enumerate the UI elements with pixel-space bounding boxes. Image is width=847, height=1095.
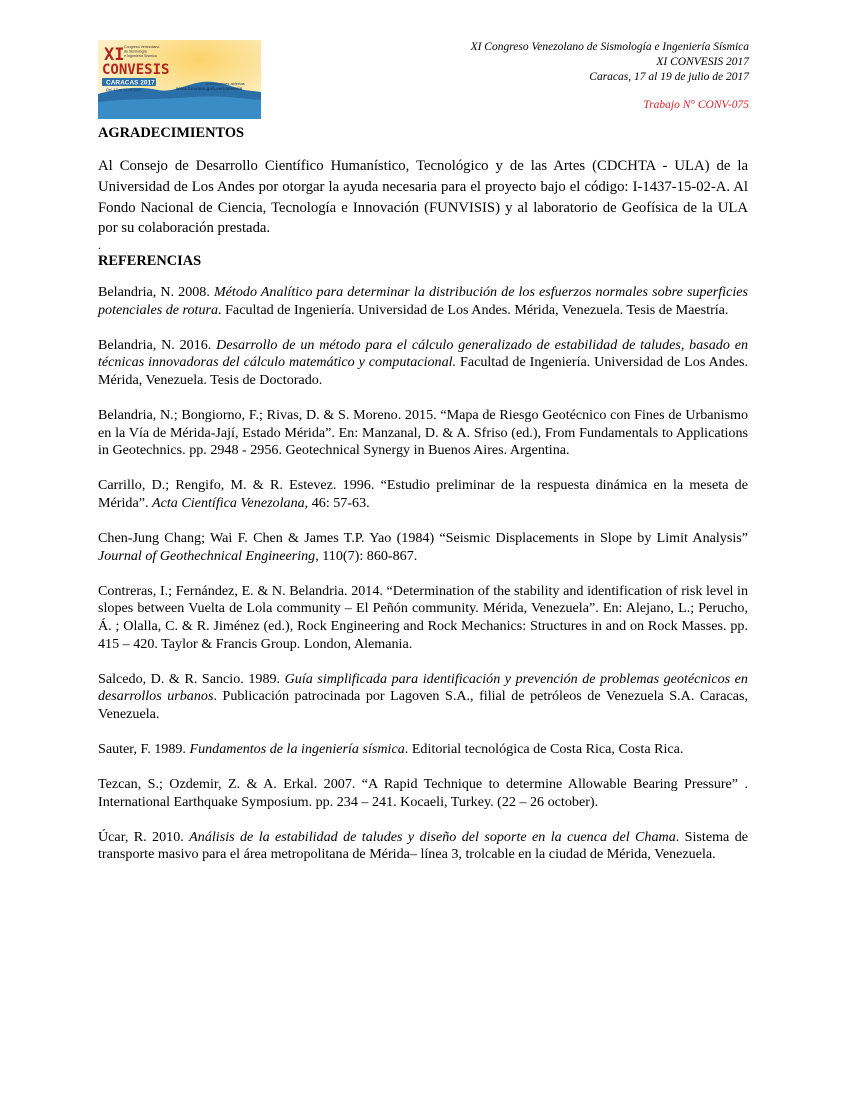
agradecimientos-text: Al Consejo de Desarrollo Científico Humanístico, Tecnológico y de las Artes (CDCHTA - ULA) de la Universidad de Los Andes por otorgar la ayuda necesaria para el proyecto bajo el código: I-1437-15-02-A. Al Fondo Nacional de Ciencia, Tecnología e Innovación (FUNVISIS) y al laboratorio de Geofísica de la ULA por su colaboración prestada. <box>98 158 748 237</box>
reference-item <box>98 829 748 864</box>
reference-title-italic: Acta Científica Venezolana <box>152 495 305 512</box>
logo-dates: Del 17 al 19 de julio <box>106 87 142 92</box>
reference-text: Belandria, N.; Bongiorno, F.; Rivas, D. & S. Moreno. 2015. “Mapa de Riesgo Geotécnico con Fines de Urbanismo en la Vía de Mérida-Jají, Estado Mérida”. En: Manzanal, D. & A. Sfriso (ed.), From Fundamentals to Applications in Geotechnics. pp. 2948 - 2956. Geotechnical Synergy in Buenos Aires. Argentina. <box>98 407 748 459</box>
reference-text-tail: . Facultad de Ingeniería. Universidad de Los Andes. Mérida, Venezuela. Tesis de Maestría. <box>218 301 729 318</box>
header-trabajo: Trabajo N° CONV-075 <box>643 99 749 111</box>
reference-text: Sauter, F. 1989. <box>98 740 190 757</box>
reference-text-tail: Facultad de Ingeniería. Universidad de Los Andes. Mérida, Venezuela. Tesis de Doctorado. <box>98 354 748 389</box>
reference-item <box>98 776 748 811</box>
reference-item <box>98 284 748 319</box>
header-location-date: Caracas, 17 al 19 de julio de 2017 <box>589 71 749 83</box>
reference-text-tail: . Publicación patrocinada por Lagoven S.A., filial de petróleos de Venezuela S.A. Caracas, Venezuela. <box>98 688 748 722</box>
reference-text: Belandria, N. 2008. <box>98 284 214 301</box>
header-edition: XI CONVESIS 2017 <box>656 56 749 68</box>
references-list <box>98 284 748 864</box>
reference-item <box>98 671 748 724</box>
reference-text: Chen-Jung Chang; Wai F. Chen & James T.P. Yao (1984) “Seismic Displacements in Slope by Limit Analysis” <box>98 530 748 547</box>
reference-text-tail: , 46: 57-63. <box>304 495 370 512</box>
reference-item <box>98 477 748 512</box>
reference-item <box>98 741 748 759</box>
reference-text-tail: . Sistema de transporte masivo para el área metropolitana de Mérida– línea 3, trolcable en la ciudad de Mérida, Venezuela. <box>98 828 748 863</box>
agradecimientos-heading: AGRADECIMIENTOS <box>98 125 245 141</box>
reference-text: Salcedo, D. & R. Sancio. 1989. <box>98 670 285 687</box>
reference-item <box>98 337 748 390</box>
reference-text: Tezcan, S.; Ozdemir, Z. & A. Erkal. 2007. “A Rapid Technique to determine Allowable Bearing Pressure” . International Earthquake Symposium. pp. 234 – 241. Kocaeli, Turkey. (22 – 26 october). <box>98 776 748 810</box>
reference-title-italic: Método Analítico para determinar la distribución de los esfuerzos normales sobre superficies potenciales de rotura <box>98 284 749 318</box>
logo-url: www.funvisis.gob.ve/convesis <box>176 86 243 91</box>
reference-item <box>98 530 748 565</box>
reference-text: Belandria, N. 2016. <box>98 336 217 353</box>
logo-subtitle-1: Congreso Venezolano <box>124 45 160 49</box>
logo-subtitle-2: de Sismología <box>124 49 147 54</box>
header-congress: XI Congreso Venezolano de Sismología e Ingeniería Sísmica <box>470 41 749 53</box>
convesis-logo <box>98 40 261 119</box>
logo-venue: CARACAS 2017 <box>106 79 155 87</box>
reference-title-italic: Desarrollo de un método para el cálculo generalizado de estabilidad de taludes, basado en técnicas innovadoras del cálculo matemático y computacional. <box>98 336 748 371</box>
reference-text-tail: . Editorial tecnológica de Costa Rica, Costa Rica. <box>404 740 684 757</box>
logo-registration: Inscripciones abiertas <box>206 81 245 86</box>
reference-text: Contreras, I.; Fernández, E. & N. Belandria. 2014. “Determination of the stability and identification of risk level in slopes between Vuelta de Lola community – El Peñón community. Mérida, Venezuela”. En: Alejano, L.; Perucho, Á. ; Olalla, C. & R. Jiménez (ed.), Rock Engineering and Rock Mechanics: Structures in and on Rock Masses. pp. 415 – 420. Taylor & Francis Group. London, Alemania. <box>98 582 748 652</box>
reference-text: Carrillo, D.; Rengifo, M. & R. Estevez. 1996. “Estudio preliminar de la respuesta dinámica en la meseta de Mérida”. <box>98 477 748 512</box>
reference-title-italic: Fundamentos de la ingeniería sísmica <box>189 740 405 757</box>
logo-title-xi: XI <box>104 45 125 65</box>
reference-title-italic: Análisis de la estabilidad de taludes y diseño del soporte en la cuenca del Chama <box>189 828 676 845</box>
reference-title-italic: Journal of Geothechnical Engineering <box>98 547 316 564</box>
separator-dot: . <box>98 238 101 253</box>
referencias-heading: REFERENCIAS <box>98 253 202 270</box>
reference-item <box>98 407 748 460</box>
reference-item <box>98 583 748 653</box>
header-right <box>471 40 749 113</box>
logo-title-convesis: CONVESIS <box>102 62 170 78</box>
document-body <box>98 124 748 881</box>
logo-subtitle-3: e Ingeniería Sísmica <box>124 54 157 58</box>
reference-title-italic: Guía simplificada para identificación y prevención de problemas geotécnicos en desarrollos urbanos <box>98 670 748 705</box>
reference-text-tail: , 110(7): 860-867. <box>315 547 418 564</box>
reference-text: Úcar, R. 2010. <box>98 828 190 845</box>
